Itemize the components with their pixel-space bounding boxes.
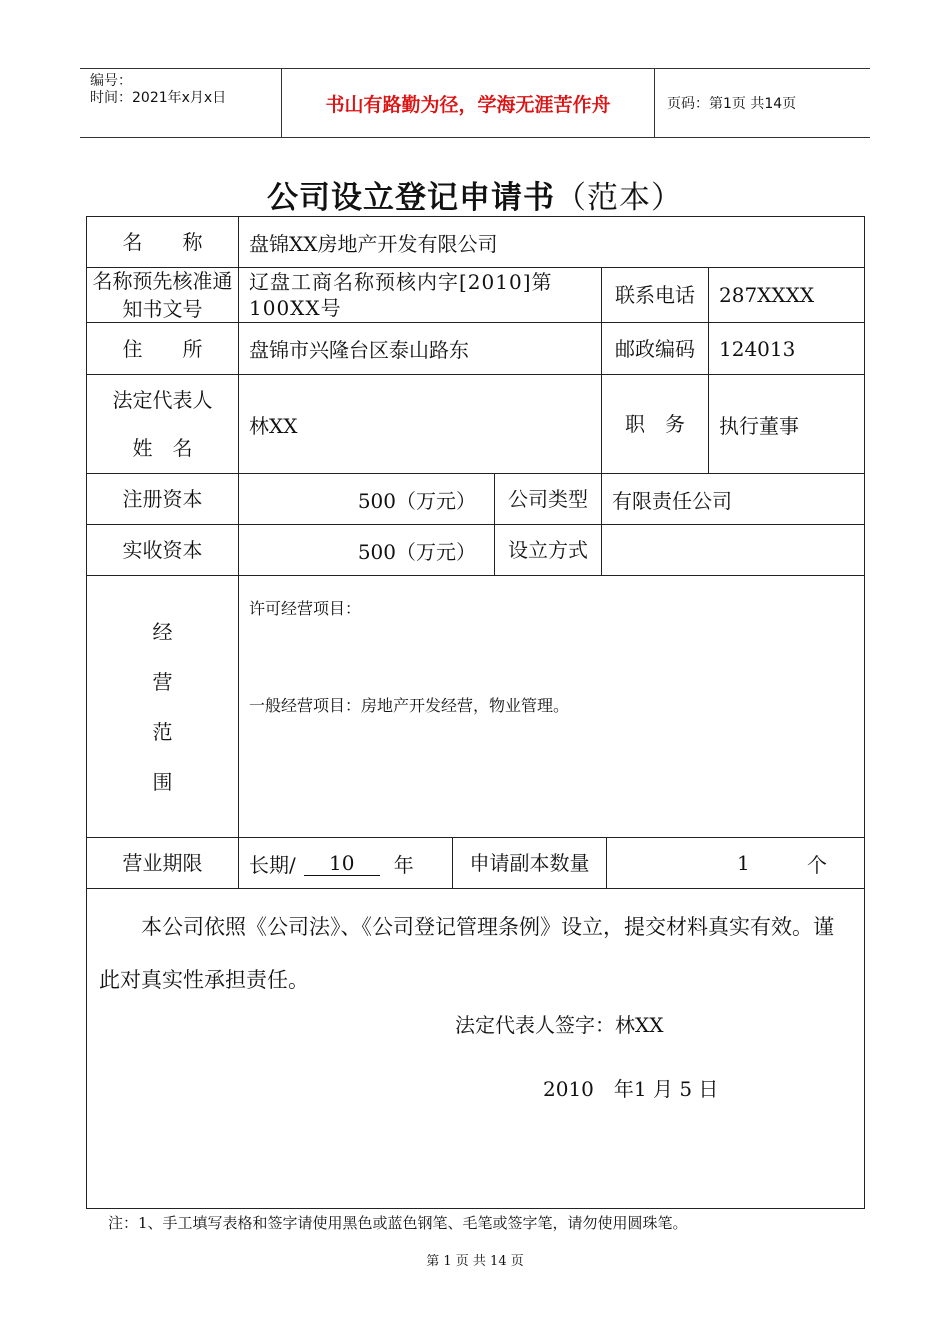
title-suffix: （范本） bbox=[555, 180, 683, 216]
legal-rep-label-2: 姓 名 bbox=[132, 436, 193, 460]
address-label: 住 所 bbox=[86, 322, 239, 375]
form-note: 注：1、手工填写表格和签字请使用黑色或蓝色钢笔、毛笔或签字笔，请勿使用圆珠笔。 bbox=[108, 1214, 688, 1232]
paid-capital-label: 实收资本 bbox=[86, 524, 239, 576]
document-title bbox=[0, 172, 950, 217]
copies-label: 申请副本数量 bbox=[452, 837, 607, 889]
scope-licensed: 许可经营项目： bbox=[249, 599, 362, 618]
scope-label-char: 经 bbox=[152, 619, 173, 644]
position-label: 职 务 bbox=[601, 374, 709, 474]
scope-label-char: 范 bbox=[152, 719, 173, 744]
term-prefix: 长期/ bbox=[249, 852, 296, 877]
position-value: 执行董事 bbox=[708, 374, 865, 474]
company-type-label: 公司类型 bbox=[494, 473, 602, 525]
title-main: 公司设立登记申请书 bbox=[267, 180, 555, 216]
page-footer: 第 1 页 共 14 页 bbox=[426, 1254, 524, 1269]
phone-value: 287XXXX bbox=[708, 267, 865, 323]
scope-value bbox=[238, 575, 865, 838]
setup-method-label: 设立方式 bbox=[494, 524, 602, 576]
scope-label-char: 围 bbox=[152, 769, 173, 794]
legal-rep-label bbox=[86, 374, 239, 474]
name-value: 盘锦XX房地产开发有限公司 bbox=[238, 216, 865, 268]
legal-rep-label-1: 法定代表人 bbox=[112, 388, 213, 412]
copies-unit: 个 bbox=[807, 852, 827, 877]
scope-label-char: 营 bbox=[152, 669, 173, 694]
postcode-label: 邮政编码 bbox=[601, 322, 709, 375]
legal-rep-value: 林XX bbox=[238, 374, 602, 474]
time-label: 时间：2021年x月x日 bbox=[90, 90, 227, 106]
paid-capital-value: 500（万元） bbox=[238, 524, 495, 576]
copies-value-cell bbox=[606, 837, 865, 889]
serial-label: 编号： bbox=[90, 73, 132, 89]
company-type-value: 有限责任公司 bbox=[601, 473, 865, 525]
notice-label: 名称预先核准通知书文号 bbox=[86, 267, 239, 323]
reg-capital-value: 500（万元） bbox=[238, 473, 495, 525]
copies-value: 1 bbox=[737, 851, 750, 875]
header-meta bbox=[80, 69, 282, 137]
date-line: 2010 年1 月 5 日 bbox=[543, 1077, 719, 1101]
scope-label bbox=[86, 575, 239, 838]
declaration-cell bbox=[86, 888, 865, 1209]
phone-label: 联系电话 bbox=[601, 267, 709, 323]
header-motto: 书山有路勤为径，学海无涯苦作舟 bbox=[282, 69, 655, 137]
postcode-value: 124013 bbox=[708, 322, 865, 375]
term-years: 10 bbox=[304, 851, 380, 876]
address-value: 盘锦市兴隆台区泰山路东 bbox=[238, 322, 602, 375]
term-value bbox=[238, 837, 453, 889]
signature-line: 法定代表人签字：林XX bbox=[455, 1013, 664, 1037]
term-label: 营业期限 bbox=[86, 837, 239, 889]
scope-general: 一般经营项目：房地产开发经营，物业管理。 bbox=[249, 696, 570, 715]
reg-capital-label: 注册资本 bbox=[86, 473, 239, 525]
notice-value: 辽盘工商名称预核内字[2010]第100XX号 bbox=[238, 267, 602, 323]
setup-method-value bbox=[601, 524, 865, 576]
page-header bbox=[80, 68, 870, 138]
header-page-info: 页码：第1页 共14页 bbox=[667, 96, 797, 112]
name-label: 名 称 bbox=[86, 216, 239, 268]
declaration-text: 本公司依照《公司法》、《公司登记管理条例》设立，提交材料真实有效。谨此对真实性承担责任。 bbox=[99, 915, 834, 992]
term-unit: 年 bbox=[393, 852, 414, 877]
